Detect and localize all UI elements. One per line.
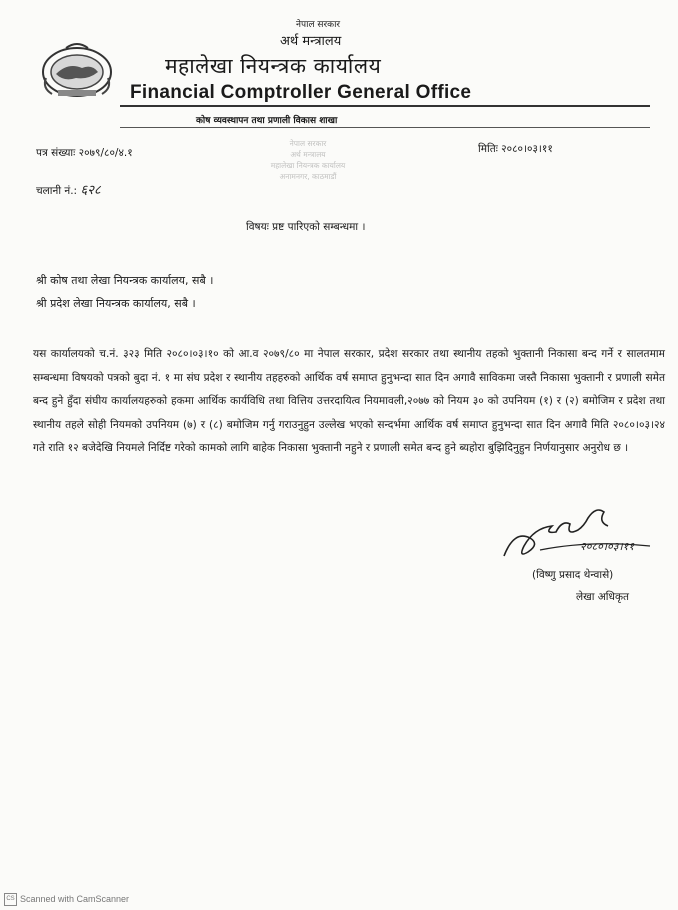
scanner-watermark [4, 893, 129, 906]
camscanner-logo-icon: CS [4, 893, 17, 906]
header-divider [120, 105, 650, 107]
letter-number: पत्र संख्याः २०७९/८०/४.१ [36, 147, 133, 159]
stamp-line: अर्थ मन्त्रालय [290, 150, 326, 159]
dispatch-value: ६२८ [80, 183, 101, 198]
letter-date: मितिः २०८०।०३।११ [478, 143, 553, 155]
faint-office-stamp [243, 138, 373, 220]
office-name-english: Financial Comptroller General Office [130, 82, 472, 103]
section-divider [120, 127, 650, 128]
office-name-nepali: महालेखा नियन्त्रक कार्यालय [165, 54, 382, 78]
signatory-title: लेखा अधिकृत [576, 591, 630, 603]
stamp-line: अनामनगर, काठमाडौं [279, 172, 337, 181]
stamp-line: महालेखा नियन्त्रक कार्यालय [270, 161, 346, 170]
ministry-name: अर्थ मन्त्रालय [280, 34, 342, 49]
nepal-emblem-icon [38, 38, 116, 100]
letter-subject: विषयः प्रष्ट पारिएको सम्बन्धमा । [246, 221, 366, 233]
stamp-line: नेपाल सरकार [289, 139, 327, 148]
letter-body: यस कार्यालयको च.नं. ३२३ मिति २०८०।०३।१० को आ.व २०७९/८० मा नेपाल सरकार, प्रदेश सरकार तथा स्थानीय तहको भुक्तानी निकासा बन्द गर्ने र सालतमाम सम्बन्धमा विषयको पत्रको बुदा नं. १ मा संघ प्रदेश र स्थानीय तहहरुको आर्थिक वर्ष समाप्त हुनुभन्दा सात दिन अगावै साविकमा जस्तै निकासा भुक्तानी र प्रणाली समेत बन्द हुने हुँदा संघीय कार्यालयहरुको हकमा आर्थिक कार्यविधि तथा वित्तिय उत्तरदायित्व नियमावली,२०७७ को नियम ३० को उपनियम (१) र (२) बमोजिम र प्रदेश तथा स्थानीय तहले सोही नियमको उपनियम (७) र (८) बमोजिम गर्नु गराउनुहुन उल्लेख भएको सन्दर्भमा आर्थिक वर्ष समाप्त हुनुभन्दा सात दिन अगावै मिति २०८०।०३।२४ गते राति १२ बजेदेखि नियमले निर्दिष्ट गरेको कामको लागि बाहेक निकासा भुक्तानी नहुने र प्रणाली समेत बन्द हुने ब्यहोरा बुझिदिनुहुन निर्णयानुसार अनुरोध छ । [33, 348, 665, 454]
recipient-line: श्री प्रदेश लेखा नियन्त्रक कार्यालय, सबै । [36, 297, 196, 310]
recipient-line: श्री कोष तथा लेखा नियन्त्रक कार्यालय, सबै । [36, 274, 214, 287]
signature-date: २०८०।०३।११ [580, 540, 635, 553]
dispatch-label: चलानी नं.: [36, 185, 78, 197]
dispatch-number [36, 180, 101, 198]
signatory-name: (विष्णु प्रसाद थेन्वासे) [532, 569, 614, 581]
section-name: कोष व्यवस्थापन तथा प्रणाली विकास शाखा [196, 116, 338, 126]
handwritten-signature-icon [500, 500, 660, 568]
government-label: नेपाल सरकार [296, 20, 341, 30]
scanner-text: Scanned with CamScanner [20, 893, 130, 904]
